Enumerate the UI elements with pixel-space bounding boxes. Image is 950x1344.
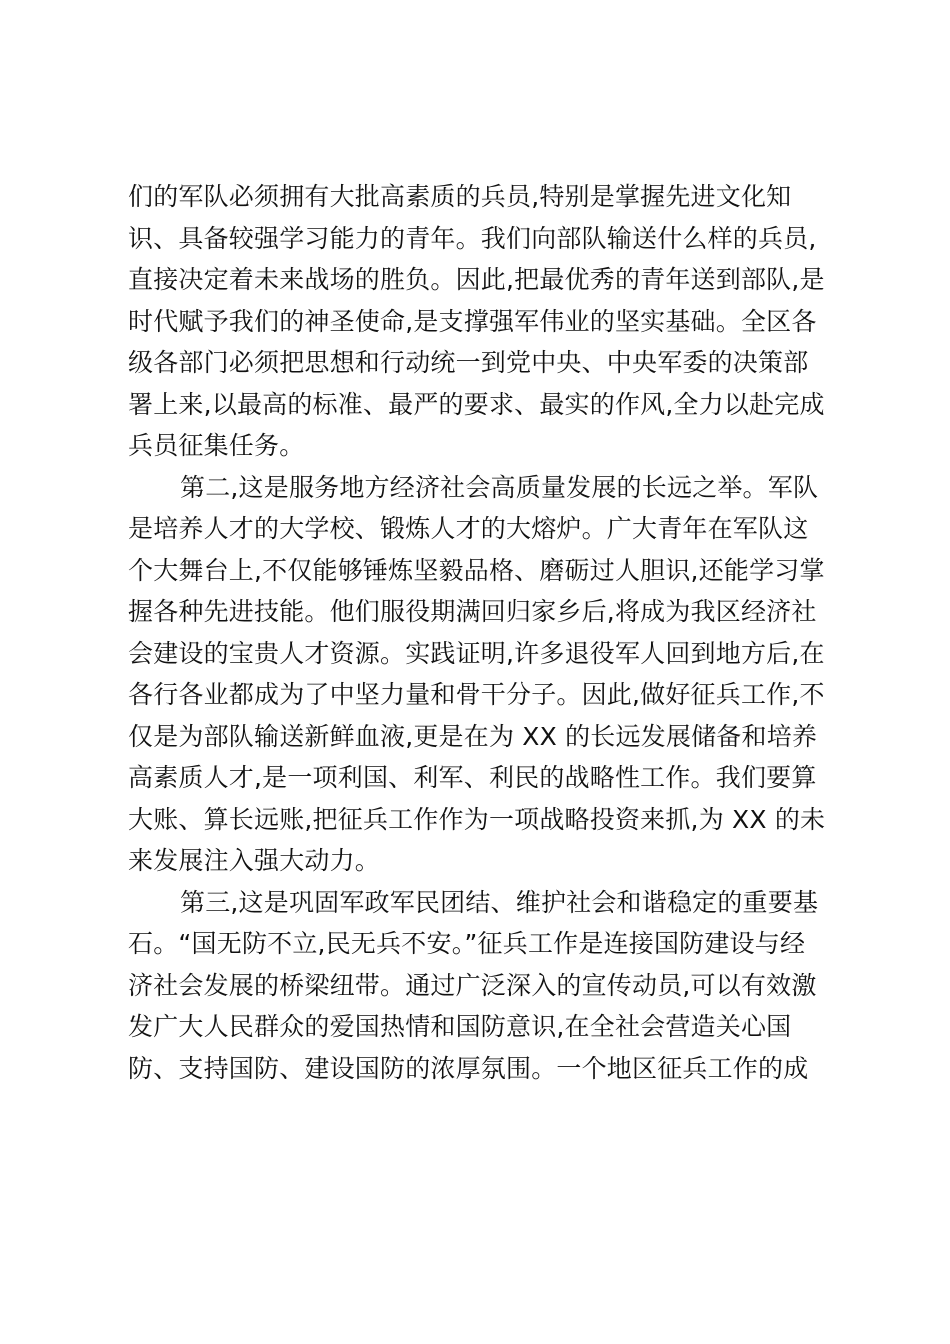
text-line: 个大舞台上,不仅能够锤炼坚毅品格、磨砺过人胆识,还能学习掌: [128, 555, 825, 585]
text-line: 高素质人才,是一项利国、利军、利民的战略性工作。我们要算: [128, 763, 817, 792]
text-line: 时代赋予我们的神圣使命,是支撑强军伟业的坚实基础。全区各: [128, 306, 817, 336]
text-line: 兵员征集任务。: [128, 431, 305, 460]
text-line: 署上来,以最高的标准、最严的要求、最实的作风,全力以赴完成: [128, 389, 825, 419]
text-line: 石。“国无防不立,民无兵不安。”征兵工作是连接国防建设与经: [128, 929, 806, 958]
text-line: 会建设的宝贵人才资源。实践证明,许多退役军人回到地方后,在: [128, 638, 825, 668]
document-body: [128, 176, 838, 1089]
text-line: 级各部门必须把思想和行动统一到党中央、中央军委的决策部: [128, 348, 809, 377]
text-line: 发广大人民群众的爱国热情和国防意识,在全社会营造关心国: [128, 1012, 792, 1041]
text-line: 直接决定着未来战场的胜负。因此,把最优秀的青年送到部队,是: [128, 265, 825, 294]
paragraph-2-first-line: 第二,这是服务地方经济社会高质量发展的长远之举。军队: [180, 472, 819, 502]
text-line: 各行各业都成为了中坚力量和骨干分子。因此,做好征兵工作,不: [128, 680, 825, 709]
text-line: 仅是为部队输送新鲜血液,更是在为 XX 的长远发展储备和培养: [128, 721, 818, 751]
text-line: 们的军队必须拥有大批高素质的兵员,特别是掌握先进文化知: [128, 182, 792, 211]
text-line: 识、具备较强学习能力的青年。我们向部队输送什么样的兵员,: [128, 223, 817, 253]
paragraph-3-first-line: 第三,这是巩固军政军民团结、维护社会和谐稳定的重要基: [180, 887, 819, 917]
text-line: 济社会发展的桥梁纽带。通过广泛深入的宣传动员,可以有效激: [128, 970, 817, 1000]
text-line: 防、支持国防、建设国防的浓厚氛围。一个地区征兵工作的成: [128, 1053, 809, 1083]
text-line: 握各种先进技能。他们服役期满回归家乡后,将成为我区经济社: [128, 597, 817, 626]
text-line: 大账、算长远账,把征兵工作作为一项战略投资来抓,为 XX 的未: [128, 804, 826, 834]
text-line: 是培养人才的大学校、锻炼人才的大熔炉。广大青年在军队这: [128, 514, 809, 543]
text-line: 来发展注入强大动力。: [128, 846, 381, 875]
